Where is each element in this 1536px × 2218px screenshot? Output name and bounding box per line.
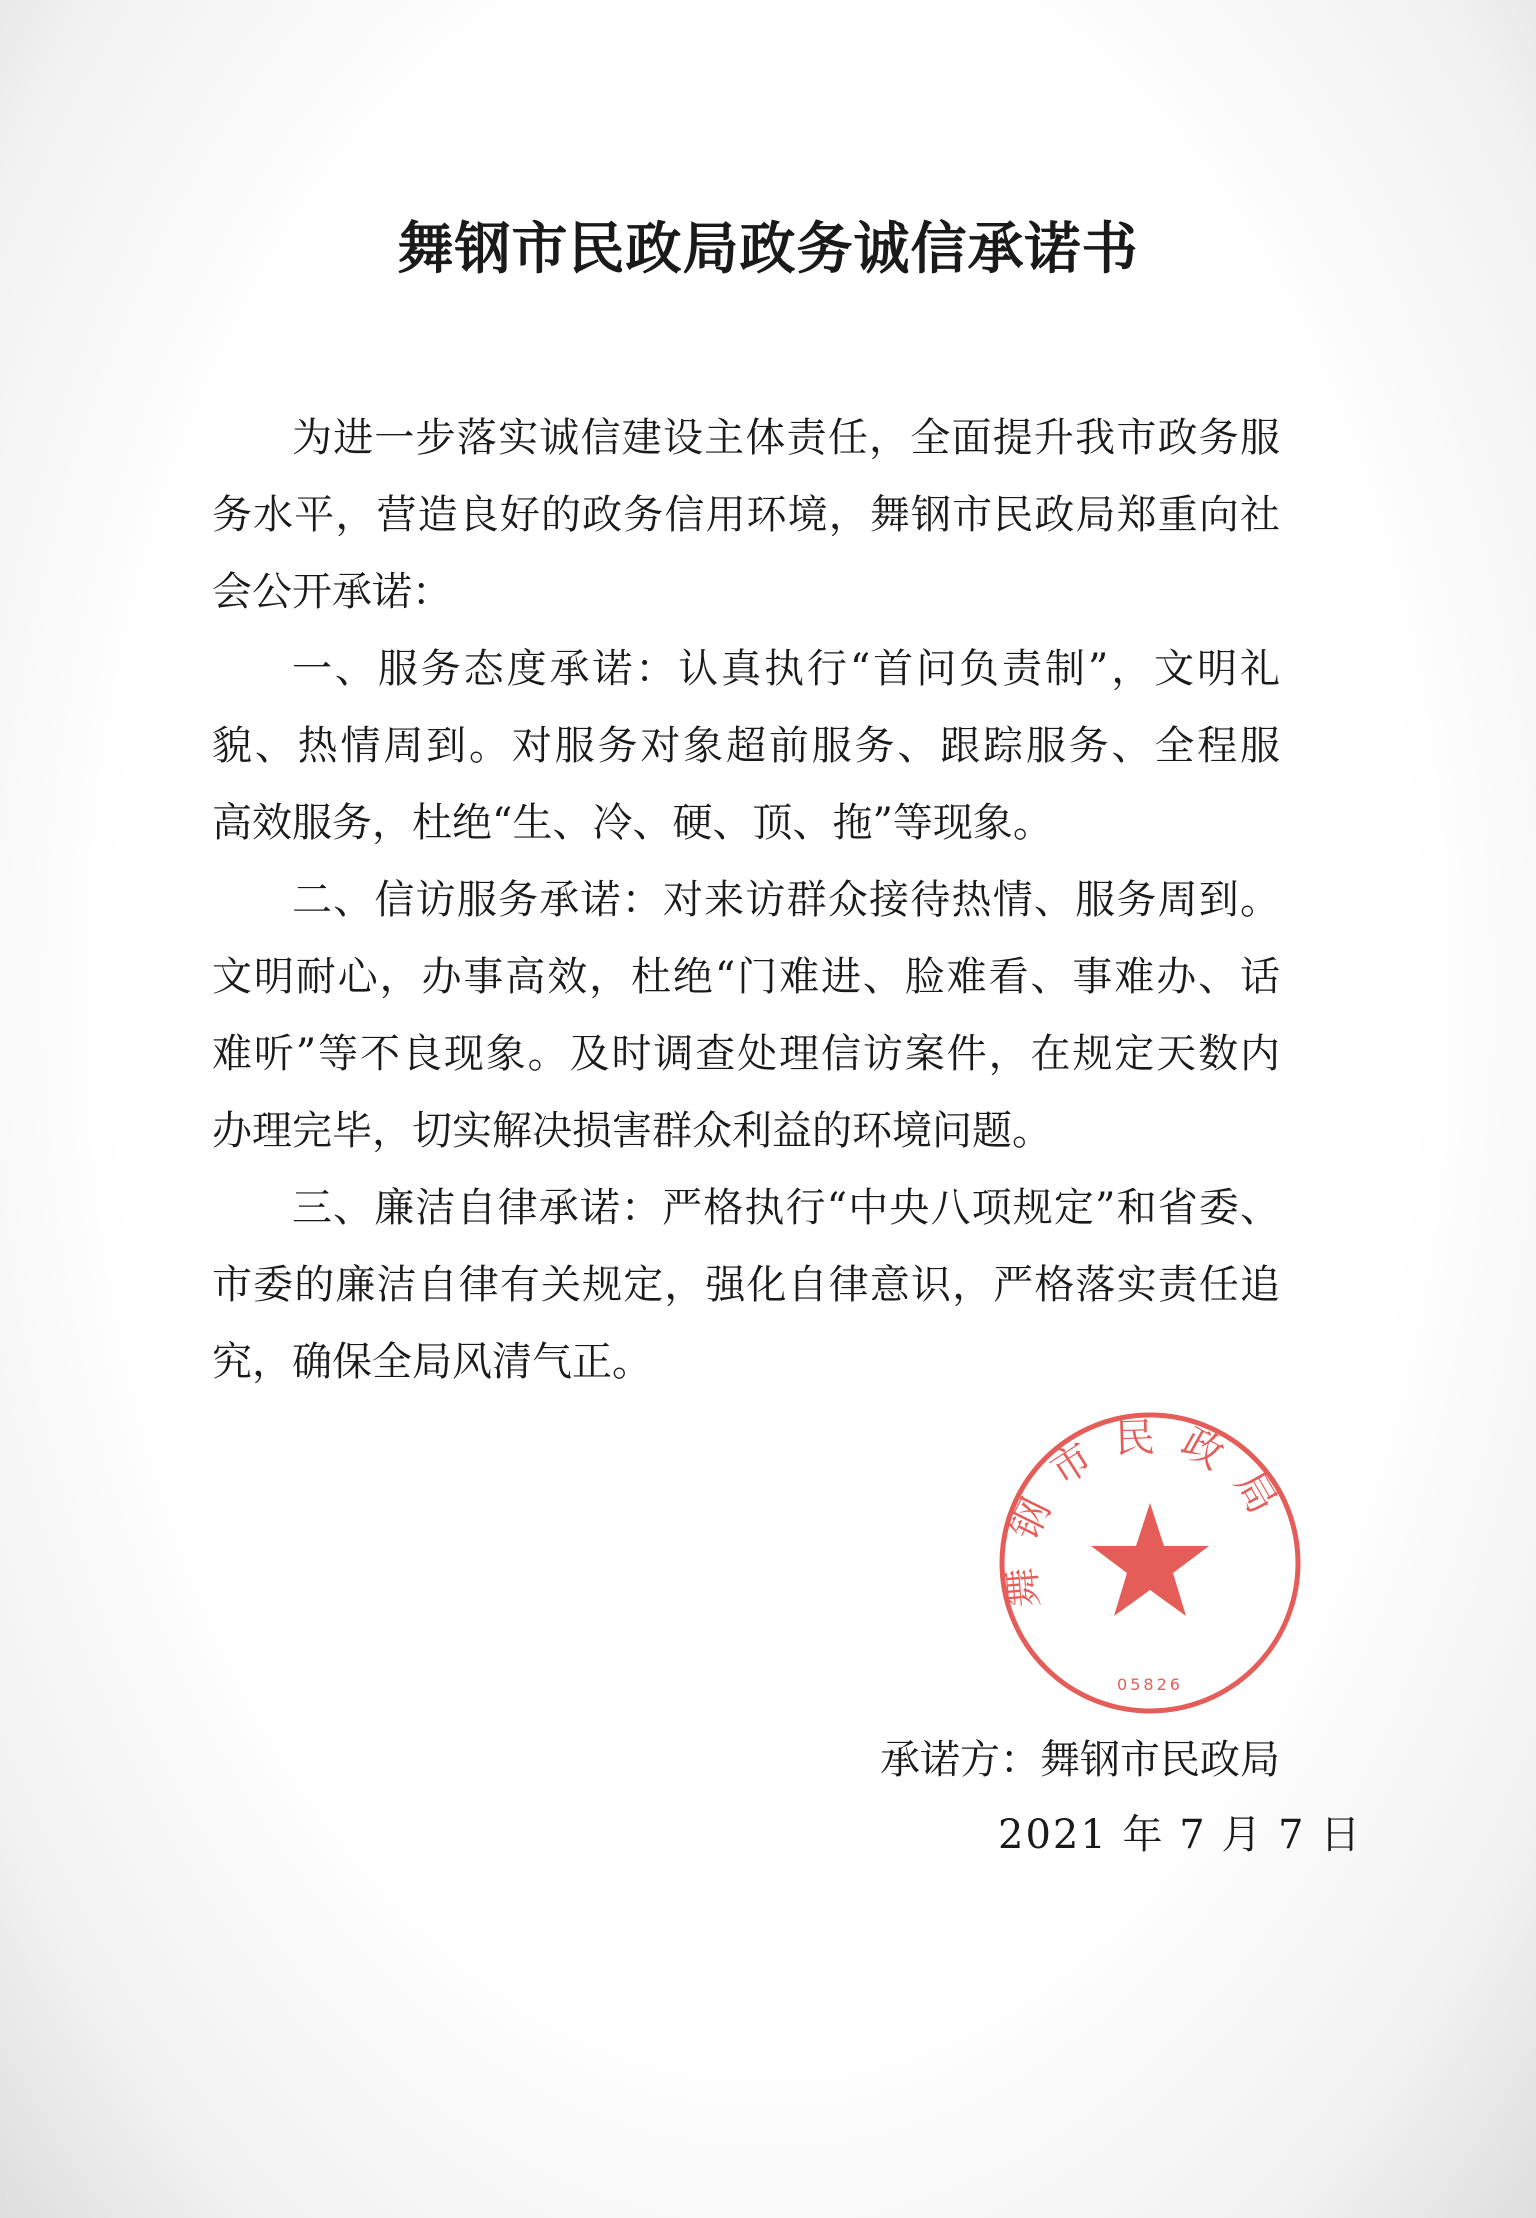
official-seal-stamp bbox=[995, 1408, 1305, 1718]
signatory: 承诺方：舞钢市民政局 bbox=[880, 1737, 1280, 1783]
text-line: 务水平，营造良好的政务信用环境，舞钢市民政局郑重向社 bbox=[212, 492, 1280, 538]
paragraph-petition-service bbox=[212, 862, 1280, 1170]
text-line: 难听”等不良现象。及时调查处理信访案件，在规定天数内 bbox=[212, 1031, 1280, 1077]
seal-star-icon bbox=[1091, 1503, 1209, 1616]
seal-text: 舞钢市民政局 bbox=[996, 1414, 1297, 1610]
text-line: 究，确保全局风清气正。 bbox=[212, 1339, 652, 1385]
text-line: 办理完毕，切实解决损害群众利益的环境问题。 bbox=[212, 1108, 1052, 1154]
text-line: 为进一步落实诚信建设主体责任，全面提升我市政务服 bbox=[292, 415, 1280, 461]
text-line: 二、信访服务承诺：对来访群众接待热情、服务周到。 bbox=[292, 877, 1280, 923]
paragraph-intro bbox=[212, 400, 1280, 631]
text-line: 貌、热情周到。对服务对象超前服务、跟踪服务、全程服 bbox=[212, 723, 1280, 769]
text-line: 文明耐心，办事高效，杜绝“门难进、脸难看、事难办、话 bbox=[212, 954, 1280, 1000]
document-body bbox=[212, 400, 1280, 1401]
document-title: 舞钢市民政局政务诚信承诺书 bbox=[397, 216, 1139, 282]
signing-date: 2021 年 7 月 7 日 bbox=[998, 1812, 1363, 1858]
text-line: 市委的廉洁自律有关规定，强化自律意识，严格落实责任追 bbox=[212, 1262, 1280, 1308]
text-line: 一、服务态度承诺：认真执行“首问负责制”，文明礼 bbox=[292, 646, 1280, 692]
seal-code: 05826 bbox=[1117, 1675, 1183, 1694]
paragraph-service-attitude bbox=[212, 631, 1280, 862]
text-line: 会公开承诺： bbox=[212, 569, 452, 615]
text-line: 三、廉洁自律承诺：严格执行“中央八项规定”和省委、 bbox=[292, 1185, 1280, 1231]
paragraph-integrity bbox=[212, 1170, 1280, 1401]
text-line: 高效服务，杜绝“生、冷、硬、顶、拖”等现象。 bbox=[212, 800, 1053, 846]
